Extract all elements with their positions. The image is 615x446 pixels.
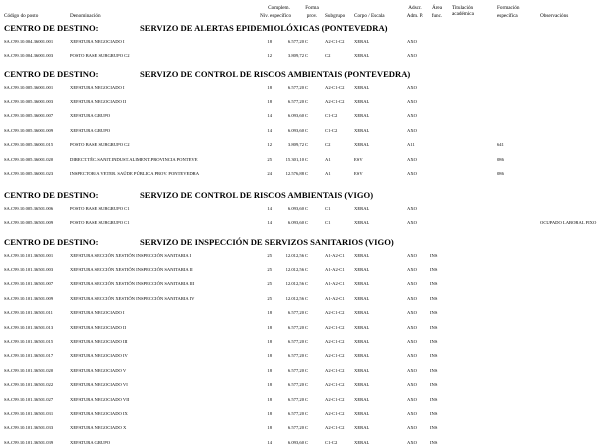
header-prov: prov. — [306, 13, 318, 19]
cell-complemento: 6.093,60 — [287, 113, 304, 119]
cell-corpo: XERAL — [354, 367, 370, 373]
cell-complemento: 6.093,60 — [287, 219, 304, 225]
cell-corpo: XERAL — [354, 382, 370, 388]
cell-corpo: XERAL — [354, 252, 370, 258]
cell-forma-prov: C — [305, 382, 309, 388]
cell-nivel: 25 — [267, 266, 272, 272]
cell-denominacion: XEFATURA NEGOCIADO I — [70, 310, 125, 316]
cell-complemento: 12.012,56 — [285, 266, 304, 272]
cell-codigo: SA.C99.10.005.36001.003 — [4, 98, 54, 104]
table-row — [0, 219, 615, 226]
cell-nivel: 18 — [267, 353, 272, 359]
cell-complemento: 6.577,20 — [287, 310, 304, 316]
cell-corpo: XERAL — [354, 266, 370, 272]
cell-subgrupo: A1-A2-C1 — [325, 295, 345, 301]
cell-corpo: XERAL — [354, 127, 370, 133]
cell-nivel: 25 — [267, 281, 272, 287]
cell-complemento: 6.093,60 — [287, 439, 304, 445]
cell-forma-prov: C — [305, 170, 309, 176]
cell-adscripcion: AXO — [407, 38, 417, 44]
cell-complemento: 6.093,60 — [287, 205, 304, 211]
header-nivel-especifico: Niv. específico — [260, 13, 292, 19]
cell-forma-prov: C — [305, 127, 309, 133]
cell-complemento: 6.577,20 — [287, 38, 304, 44]
table-row — [0, 338, 615, 345]
cell-codigo: SA.C99.10.101.36501.017 — [4, 353, 54, 359]
cell-subgrupo: A2-C1-C2 — [325, 338, 345, 344]
cell-codigo: SA.C99.10.101.36501.015 — [4, 338, 54, 344]
section-label: CENTRO DE DESTINO: — [4, 69, 99, 79]
cell-corpo: XERAL — [354, 98, 370, 104]
cell-denominacion: XEFATURA NEGOCIADO VII — [70, 396, 130, 402]
cell-nivel: 18 — [267, 367, 272, 373]
cell-adscripcion: AXO — [407, 338, 417, 344]
cell-adscripcion: AXO — [407, 219, 417, 225]
cell-corpo: XERAL — [354, 396, 370, 402]
cell-denominacion: XEFATURA NEGOCIADO X — [70, 425, 127, 431]
cell-area: INS — [430, 338, 438, 344]
cell-codigo: SA.C99.10.101.36501.022 — [4, 382, 54, 388]
cell-subgrupo: C1 — [325, 205, 331, 211]
cell-corpo: XERAL — [354, 338, 370, 344]
cell-denominacion: XEFATURA NEGOCIADO IV — [70, 353, 128, 359]
header-complemento: Complem. — [268, 5, 290, 11]
cell-adscripcion: AXO — [407, 353, 417, 359]
cell-codigo: SA.C99.10.101.36501.027 — [4, 396, 54, 402]
section-label: CENTRO DE DESTINO: — [4, 23, 99, 33]
cell-forma-prov: C — [305, 252, 309, 258]
cell-forma-prov: C — [305, 266, 309, 272]
cell-complemento: 6.577,20 — [287, 324, 304, 330]
cell-area: INS — [430, 324, 438, 330]
cell-observacions: OCUPADO LABORAL FIXO — [540, 219, 597, 225]
cell-adscripcion: AXO — [407, 425, 417, 431]
cell-adscripcion: A11 — [407, 142, 415, 148]
cell-subgrupo: A1 — [325, 170, 331, 176]
cell-denominacion: XEFATURA SECCIÓN XESTIÓN INSPECCIÓN SANITARIA I — [70, 252, 192, 258]
cell-adscripcion: AXO — [407, 295, 417, 301]
cell-area: INS — [430, 367, 438, 373]
cell-nivel: 12 — [267, 142, 272, 148]
cell-nivel: 14 — [267, 113, 272, 119]
cell-forma-prov: C — [305, 84, 309, 90]
cell-adscripcion: AXO — [407, 410, 417, 416]
cell-subgrupo: C2 — [325, 142, 331, 148]
cell-corpo: XERAL — [354, 439, 370, 445]
cell-denominacion: XEFATURA GRUPO — [70, 439, 111, 445]
cell-adscripcion: AXO — [407, 84, 417, 90]
cell-subgrupo: A2-C1-C2 — [325, 324, 345, 330]
cell-formacion: 641 — [497, 142, 504, 148]
cell-complemento: 12.012,56 — [285, 281, 304, 287]
cell-adscripcion: AXO — [407, 170, 417, 176]
header-forma: Forma — [305, 5, 319, 11]
cell-forma-prov: C — [305, 324, 309, 330]
cell-denominacion: XEFATURA NEGOCIADO I — [70, 84, 125, 90]
cell-codigo: SA.C99.10.005.36001.001 — [4, 84, 54, 90]
section-label: CENTRO DE DESTINO: — [4, 237, 99, 247]
cell-corpo: XERAL — [354, 281, 370, 287]
cell-nivel: 25 — [267, 156, 272, 162]
cell-area: INS — [430, 396, 438, 402]
cell-corpo: XERAL — [354, 84, 370, 90]
cell-area: INS — [430, 410, 438, 416]
cell-complemento: 3.809,72 — [287, 52, 304, 58]
cell-corpo: XERAL — [354, 113, 370, 119]
cell-forma-prov: C — [305, 367, 309, 373]
cell-subgrupo: A2-C1-C2 — [325, 353, 345, 359]
cell-denominacion: XEFATURA SECCIÓN XESTIÓN INSPECCIÓN SANITARIA II — [70, 266, 193, 272]
cell-nivel: 18 — [267, 98, 272, 104]
cell-subgrupo: A2-C1-C2 — [325, 425, 345, 431]
cell-codigo: SA.C99.10.005.36501.009 — [4, 219, 54, 225]
section-name: SERVIZO DE INSPECCIÓN DE SERVIZOS SANITARIOS (VIGO) — [140, 237, 394, 247]
header-formacion: Formación — [497, 5, 520, 11]
cell-adscripcion: AXO — [407, 98, 417, 104]
cell-subgrupo: C1 — [325, 219, 331, 225]
cell-complemento: 6.577,20 — [287, 84, 304, 90]
cell-denominacion: XEFATURA GRUPO — [70, 127, 111, 133]
cell-corpo: XERAL — [354, 425, 370, 431]
header-especifica: específica — [497, 13, 518, 19]
cell-nivel: 25 — [267, 252, 272, 258]
cell-denominacion: DIRECT.TÉC.SANIT.INDUST.ALIMENT.PROVINCIA PONTEVE — [70, 156, 198, 162]
table-row — [0, 324, 615, 331]
table-row — [0, 280, 615, 287]
cell-forma-prov: C — [305, 310, 309, 316]
cell-complemento: 6.577,20 — [287, 410, 304, 416]
cell-corpo: XERAL — [354, 295, 370, 301]
table-row — [0, 170, 615, 177]
cell-complemento: 3.809,72 — [287, 142, 304, 148]
cell-subgrupo: A2-C1-C2 — [325, 382, 345, 388]
cell-forma-prov: C — [305, 142, 309, 148]
table-row — [0, 309, 615, 316]
cell-adscripcion: AXO — [407, 252, 417, 258]
cell-codigo: SA.C99.10.101.36501.003 — [4, 266, 54, 272]
cell-corpo: XERAL — [354, 38, 370, 44]
cell-codigo: SA.C99.10.005.36501.006 — [4, 205, 54, 211]
cell-area: INS — [430, 266, 438, 272]
table-row — [0, 424, 615, 431]
table-row — [0, 52, 615, 59]
cell-forma-prov: C — [305, 338, 309, 344]
table-row — [0, 98, 615, 105]
cell-subgrupo: A2-C1-C2 — [325, 98, 345, 104]
cell-adscripcion: AXO — [407, 281, 417, 287]
cell-adscripcion: AXO — [407, 439, 417, 445]
cell-subgrupo: A1-A2-C1 — [325, 252, 345, 258]
cell-area: INS — [430, 252, 438, 258]
cell-area: INS — [430, 295, 438, 301]
cell-area: INS — [430, 382, 438, 388]
header-corpo-escala: Corpo / Escala — [354, 13, 385, 19]
cell-area: INS — [430, 425, 438, 431]
cell-corpo: XERAL — [354, 52, 370, 58]
cell-nivel: 14 — [267, 205, 272, 211]
cell-complemento: 12.012,56 — [285, 252, 304, 258]
cell-complemento: 6.577,20 — [287, 353, 304, 359]
table-row — [0, 127, 615, 134]
header-adm-p: Adm. P. — [406, 13, 424, 19]
cell-complemento: 6.577,20 — [287, 425, 304, 431]
cell-denominacion: XEFATURA NEGOCIADO I — [70, 38, 125, 44]
cell-denominacion: POSTO BASE SUBGRUPO C1 — [70, 219, 130, 225]
cell-codigo: SA.C99.10.101.36501.039 — [4, 439, 54, 445]
cell-subgrupo: A2-C1-C2 — [325, 38, 345, 44]
cell-nivel: 12 — [267, 52, 272, 58]
cell-nivel: 25 — [267, 295, 272, 301]
cell-nivel: 18 — [267, 382, 272, 388]
cell-denominacion: XEFATURA SECCIÓN XESTIÓN INSPECCIÓN SANITARIA III — [70, 281, 195, 287]
table-row — [0, 352, 615, 359]
table-row — [0, 295, 615, 302]
cell-adscripcion: AXO — [407, 266, 417, 272]
cell-subgrupo: A2-C1-C2 — [325, 84, 345, 90]
cell-area: INS — [430, 353, 438, 359]
cell-subgrupo: A1-A2-C1 — [325, 281, 345, 287]
cell-codigo: SA.C99.10.101.36501.011 — [4, 310, 53, 316]
cell-forma-prov: C — [305, 38, 309, 44]
cell-forma-prov: C — [305, 295, 309, 301]
table-row — [0, 381, 615, 388]
cell-nivel: 18 — [267, 84, 272, 90]
cell-nivel: 18 — [267, 425, 272, 431]
cell-area: INS — [430, 310, 438, 316]
cell-area: INS — [430, 439, 438, 445]
cell-complemento: 6.093,60 — [287, 127, 304, 133]
cell-corpo: ESV — [354, 156, 363, 162]
table-row — [0, 112, 615, 119]
cell-denominacion: POSTO BASE SUBGRUPO C2 — [70, 142, 130, 148]
cell-nivel: 18 — [267, 338, 272, 344]
cell-adscripcion: AXO — [407, 205, 417, 211]
section-name: SERVIZO DE ALERTAS EPIDEMIOLÓXICAS (PONTEVEDRA) — [140, 23, 388, 33]
cell-complemento: 6.577,20 — [287, 396, 304, 402]
cell-forma-prov: C — [305, 98, 309, 104]
cell-codigo: SA.C99.10.101.36501.020 — [4, 367, 54, 373]
table-row — [0, 252, 615, 259]
table-row — [0, 367, 615, 374]
table-row — [0, 205, 615, 212]
table-row — [0, 38, 615, 45]
cell-corpo: XERAL — [354, 410, 370, 416]
section-name: SERVIZO DE CONTROL DE RISCOS AMBIENTAIS (PONTEVEDRA) — [140, 69, 411, 79]
cell-complemento: 6.577,20 — [287, 338, 304, 344]
table-row — [0, 266, 615, 273]
cell-subgrupo: A1-A2-C1 — [325, 266, 345, 272]
cell-nivel: 14 — [267, 127, 272, 133]
cell-codigo: SA.C99.10.005.36001.023 — [4, 170, 54, 176]
table-row — [0, 141, 615, 148]
cell-denominacion: XEFATURA NEGOCIADO III — [70, 338, 128, 344]
cell-adscripcion: AXO — [407, 127, 417, 133]
cell-denominacion: XEFATURA SECCIÓN XESTIÓN INSPECCIÓN SANITARIA IV — [70, 295, 195, 301]
header-area: Área — [431, 5, 443, 11]
cell-codigo: SA.C99.10.101.36501.013 — [4, 324, 54, 330]
cell-complemento: 15.301,10 — [285, 156, 304, 162]
cell-forma-prov: C — [305, 52, 309, 58]
cell-subgrupo: C1-C2 — [325, 113, 338, 119]
cell-forma-prov: C — [305, 396, 309, 402]
cell-denominacion: XEFATURA NEGOCIADO VI — [70, 382, 128, 388]
cell-corpo: XERAL — [354, 324, 370, 330]
cell-forma-prov: C — [305, 281, 309, 287]
cell-complemento: 6.577,20 — [287, 98, 304, 104]
cell-codigo: SA.C99.10.005.36001.007 — [4, 113, 54, 119]
cell-adscripcion: AXO — [407, 324, 417, 330]
cell-codigo: SA.C99.10.004.36001.003 — [4, 52, 54, 58]
header-codigo: Código do posto — [4, 13, 39, 19]
cell-adscripcion: AXO — [407, 310, 417, 316]
table-row — [0, 84, 615, 91]
cell-forma-prov: C — [305, 353, 309, 359]
cell-adscripcion: AXO — [407, 396, 417, 402]
cell-denominacion: XEFATURA NEGOCIADO IX — [70, 410, 128, 416]
cell-denominacion: XEFATURA NEGOCIADO II — [70, 324, 127, 330]
cell-corpo: XERAL — [354, 142, 370, 148]
table-row — [0, 396, 615, 403]
cell-formacion: 086 — [497, 156, 504, 162]
cell-adscripcion: AXO — [407, 367, 417, 373]
cell-denominacion: XEFATURA NEGOCIADO V — [70, 367, 127, 373]
cell-corpo: ESV — [354, 170, 363, 176]
header-observacions: Observacións — [540, 13, 569, 19]
cell-nivel: 18 — [267, 396, 272, 402]
cell-forma-prov: C — [305, 410, 309, 416]
header-adscr: Adscr. — [408, 5, 422, 11]
section-name: SERVIZO DE CONTROL DE RISCOS AMBIENTAIS (VIGO) — [140, 190, 374, 200]
header-titulacion: Titulación académica — [452, 5, 474, 17]
cell-nivel: 18 — [267, 324, 272, 330]
cell-nivel: 18 — [267, 410, 272, 416]
cell-nivel: 18 — [267, 38, 272, 44]
cell-nivel: 18 — [267, 310, 272, 316]
cell-complemento: 6.577,20 — [287, 382, 304, 388]
cell-adscripcion: AXO — [407, 382, 417, 388]
cell-forma-prov: C — [305, 113, 309, 119]
cell-complemento: 12.576,88 — [285, 170, 304, 176]
header-denominacion: Denominación — [70, 13, 101, 19]
cell-subgrupo: A2-C1-C2 — [325, 367, 345, 373]
cell-adscripcion: AXO — [407, 113, 417, 119]
cell-codigo: SA.C99.10.004.36001.001 — [4, 38, 54, 44]
cell-area: INS — [430, 281, 438, 287]
cell-subgrupo: A1 — [325, 156, 331, 162]
table-row — [0, 156, 615, 163]
cell-corpo: XERAL — [354, 310, 370, 316]
cell-denominacion: XEFATURA GRUPO — [70, 113, 111, 119]
cell-forma-prov: C — [305, 439, 309, 445]
cell-formacion: 086 — [497, 170, 504, 176]
cell-forma-prov: C — [305, 156, 309, 162]
table-row — [0, 439, 615, 446]
cell-codigo: SA.C99.10.101.36501.009 — [4, 295, 54, 301]
cell-denominacion: XEFATURA NEGOCIADO II — [70, 98, 127, 104]
cell-subgrupo: C2 — [325, 52, 331, 58]
cell-denominacion: POSTO BASE SUBGRUPO C2 — [70, 52, 130, 58]
cell-forma-prov: C — [305, 425, 309, 431]
cell-corpo: XERAL — [354, 219, 370, 225]
cell-subgrupo: A2-C1-C2 — [325, 410, 345, 416]
cell-nivel: 24 — [267, 170, 272, 176]
cell-codigo: SA.C99.10.101.36501.007 — [4, 281, 54, 287]
cell-codigo: SA.C99.10.005.36001.020 — [4, 156, 54, 162]
cell-codigo: SA.C99.10.101.36501.033 — [4, 425, 54, 431]
cell-corpo: XERAL — [354, 205, 370, 211]
cell-forma-prov: C — [305, 219, 309, 225]
cell-complemento: 12.012,56 — [285, 295, 304, 301]
section-label: CENTRO DE DESTINO: — [4, 190, 99, 200]
cell-codigo: SA.C99.10.101.36501.031 — [4, 410, 54, 416]
cell-codigo: SA.C99.10.005.36001.009 — [4, 127, 54, 133]
cell-subgrupo: C1-C2 — [325, 127, 338, 133]
header-subgrupo: Subgrupo — [325, 13, 346, 19]
cell-forma-prov: C — [305, 205, 309, 211]
cell-codigo: SA.C99.10.101.36501.001 — [4, 252, 54, 258]
cell-nivel: 14 — [267, 219, 272, 225]
table-row — [0, 410, 615, 417]
cell-subgrupo: C1-C2 — [325, 439, 338, 445]
cell-complemento: 6.577,20 — [287, 367, 304, 373]
cell-subgrupo: A2-C1-C2 — [325, 310, 345, 316]
cell-subgrupo: A2-C1-C2 — [325, 396, 345, 402]
cell-nivel: 14 — [267, 439, 272, 445]
cell-denominacion: POSTO BASE SUBGRUPO C1 — [70, 205, 130, 211]
cell-adscripcion: AXO — [407, 52, 417, 58]
cell-corpo: XERAL — [354, 353, 370, 359]
cell-denominacion: INSPECTOR/A VETER. SAÚDE PÚBLICA PROV. PONTEVEDRA — [70, 170, 200, 176]
cell-codigo: SA.C99.10.005.36001.015 — [4, 142, 54, 148]
header-func: func. — [431, 13, 443, 19]
cell-adscripcion: AXO — [407, 156, 417, 162]
